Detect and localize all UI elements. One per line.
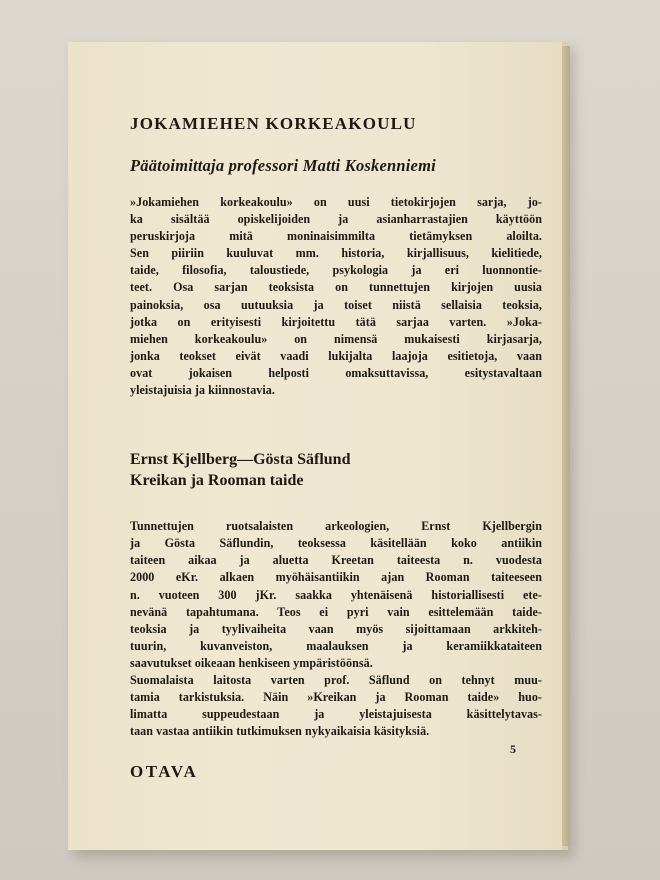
text-line: n. vuoteen 300 jKr. saakka yhtenäisenä historiallisesti ete- [130,587,542,602]
series-description [130,194,542,399]
text-line: Sen piiriin kuuluvat mm. historia, kirjallisuus, kielitiede, [130,246,542,261]
publisher-name: OTAVA [130,762,199,782]
cover-text [130,114,542,782]
text-line: limatta suppeudestaan ja yleistajuisesta käsittelytavas- [130,707,542,722]
book-description [130,518,542,740]
text-line: jotka on erityisesti kirjoitettu tätä sarjaa varten. »Joka- [130,314,542,329]
text-line: »Jokamiehen korkeakoulu» on uusi tietokirjojen sarja, jo- [130,195,542,209]
text-line: ovat jokaisen helposti omaksuttavissa, esitystavaltaan [130,365,542,380]
text-line: taide, filosofia, taloustiede, psykologia ja eri luonnontie- [130,263,542,278]
text-line: Tunnettujen ruotsalaisten arkeologien, Ernst Kjellbergin [130,519,542,534]
text-line: taan vastaa antiikin tutkimuksen nykyaikaisia käsityksiä. [130,724,430,739]
text-line: miehen korkeakoulu» on nimensä mukaisesti kirjasarja, [130,331,542,346]
text-line: ja Gösta Säflundin, teoksessa käsitellään koko antiikin [130,536,542,551]
text-line: teet. Osa sarjan teoksista on tunnettujen kirjojen uusia [130,280,542,295]
text-line: jonka teokset eivät vaadi lukijalta laajoja esitietoja, vaan [130,348,542,363]
editor-line: Päätoimittaja professori Matti Koskenniemi [130,156,436,175]
text-line: peruskirjoja mitä moninaisimmilta tietämyksen aloilta. [130,229,542,244]
text-line: Suomalaista laitosta varten prof. Säflund on tehnyt muu- [130,672,542,687]
book-title: Kreikan ja Rooman taide [130,472,304,490]
book-authors: Ernst Kjellberg—Gösta Säflund [130,451,351,469]
text-line: taiteen aikaa ja aluetta Kreetan taiteesta n. vuodesta [130,553,542,568]
text-line: saavutukset oikeaan henkiseen ympäristöönsä. [130,655,373,670]
book-back-cover [68,42,568,850]
series-title: JOKAMIEHEN KORKEAKOULU [130,114,417,133]
text-line: tuurin, kuvanveiston, maalauksen ja keramiikkataiteen [130,638,542,653]
text-line: 2000 eKr. alkaen myöhäisantiikin ajan Rooman taiteeseen [130,570,542,585]
text-line: painoksia, osa uutuuksia ja toiset niistä sellaisia teoksia, [130,297,542,312]
page-number: 5 [510,742,516,756]
text-line: yleistajuisia ja kiinnostavia. [130,383,275,398]
text-line: ka sisältää opiskelijoiden ja asianharrastajien käyttöön [130,212,542,227]
text-line: nevänä tapahtumana. Teos ei pyri vain esittelemään taide- [130,604,542,619]
text-line: teoksia ja tyylivaiheita vaan myös sijoittamaan arkkiteh- [130,621,542,636]
book-page-edge [562,46,570,846]
text-line: tamia tarkistuksia. Näin »Kreikan ja Rooman taide» huo- [130,690,542,705]
